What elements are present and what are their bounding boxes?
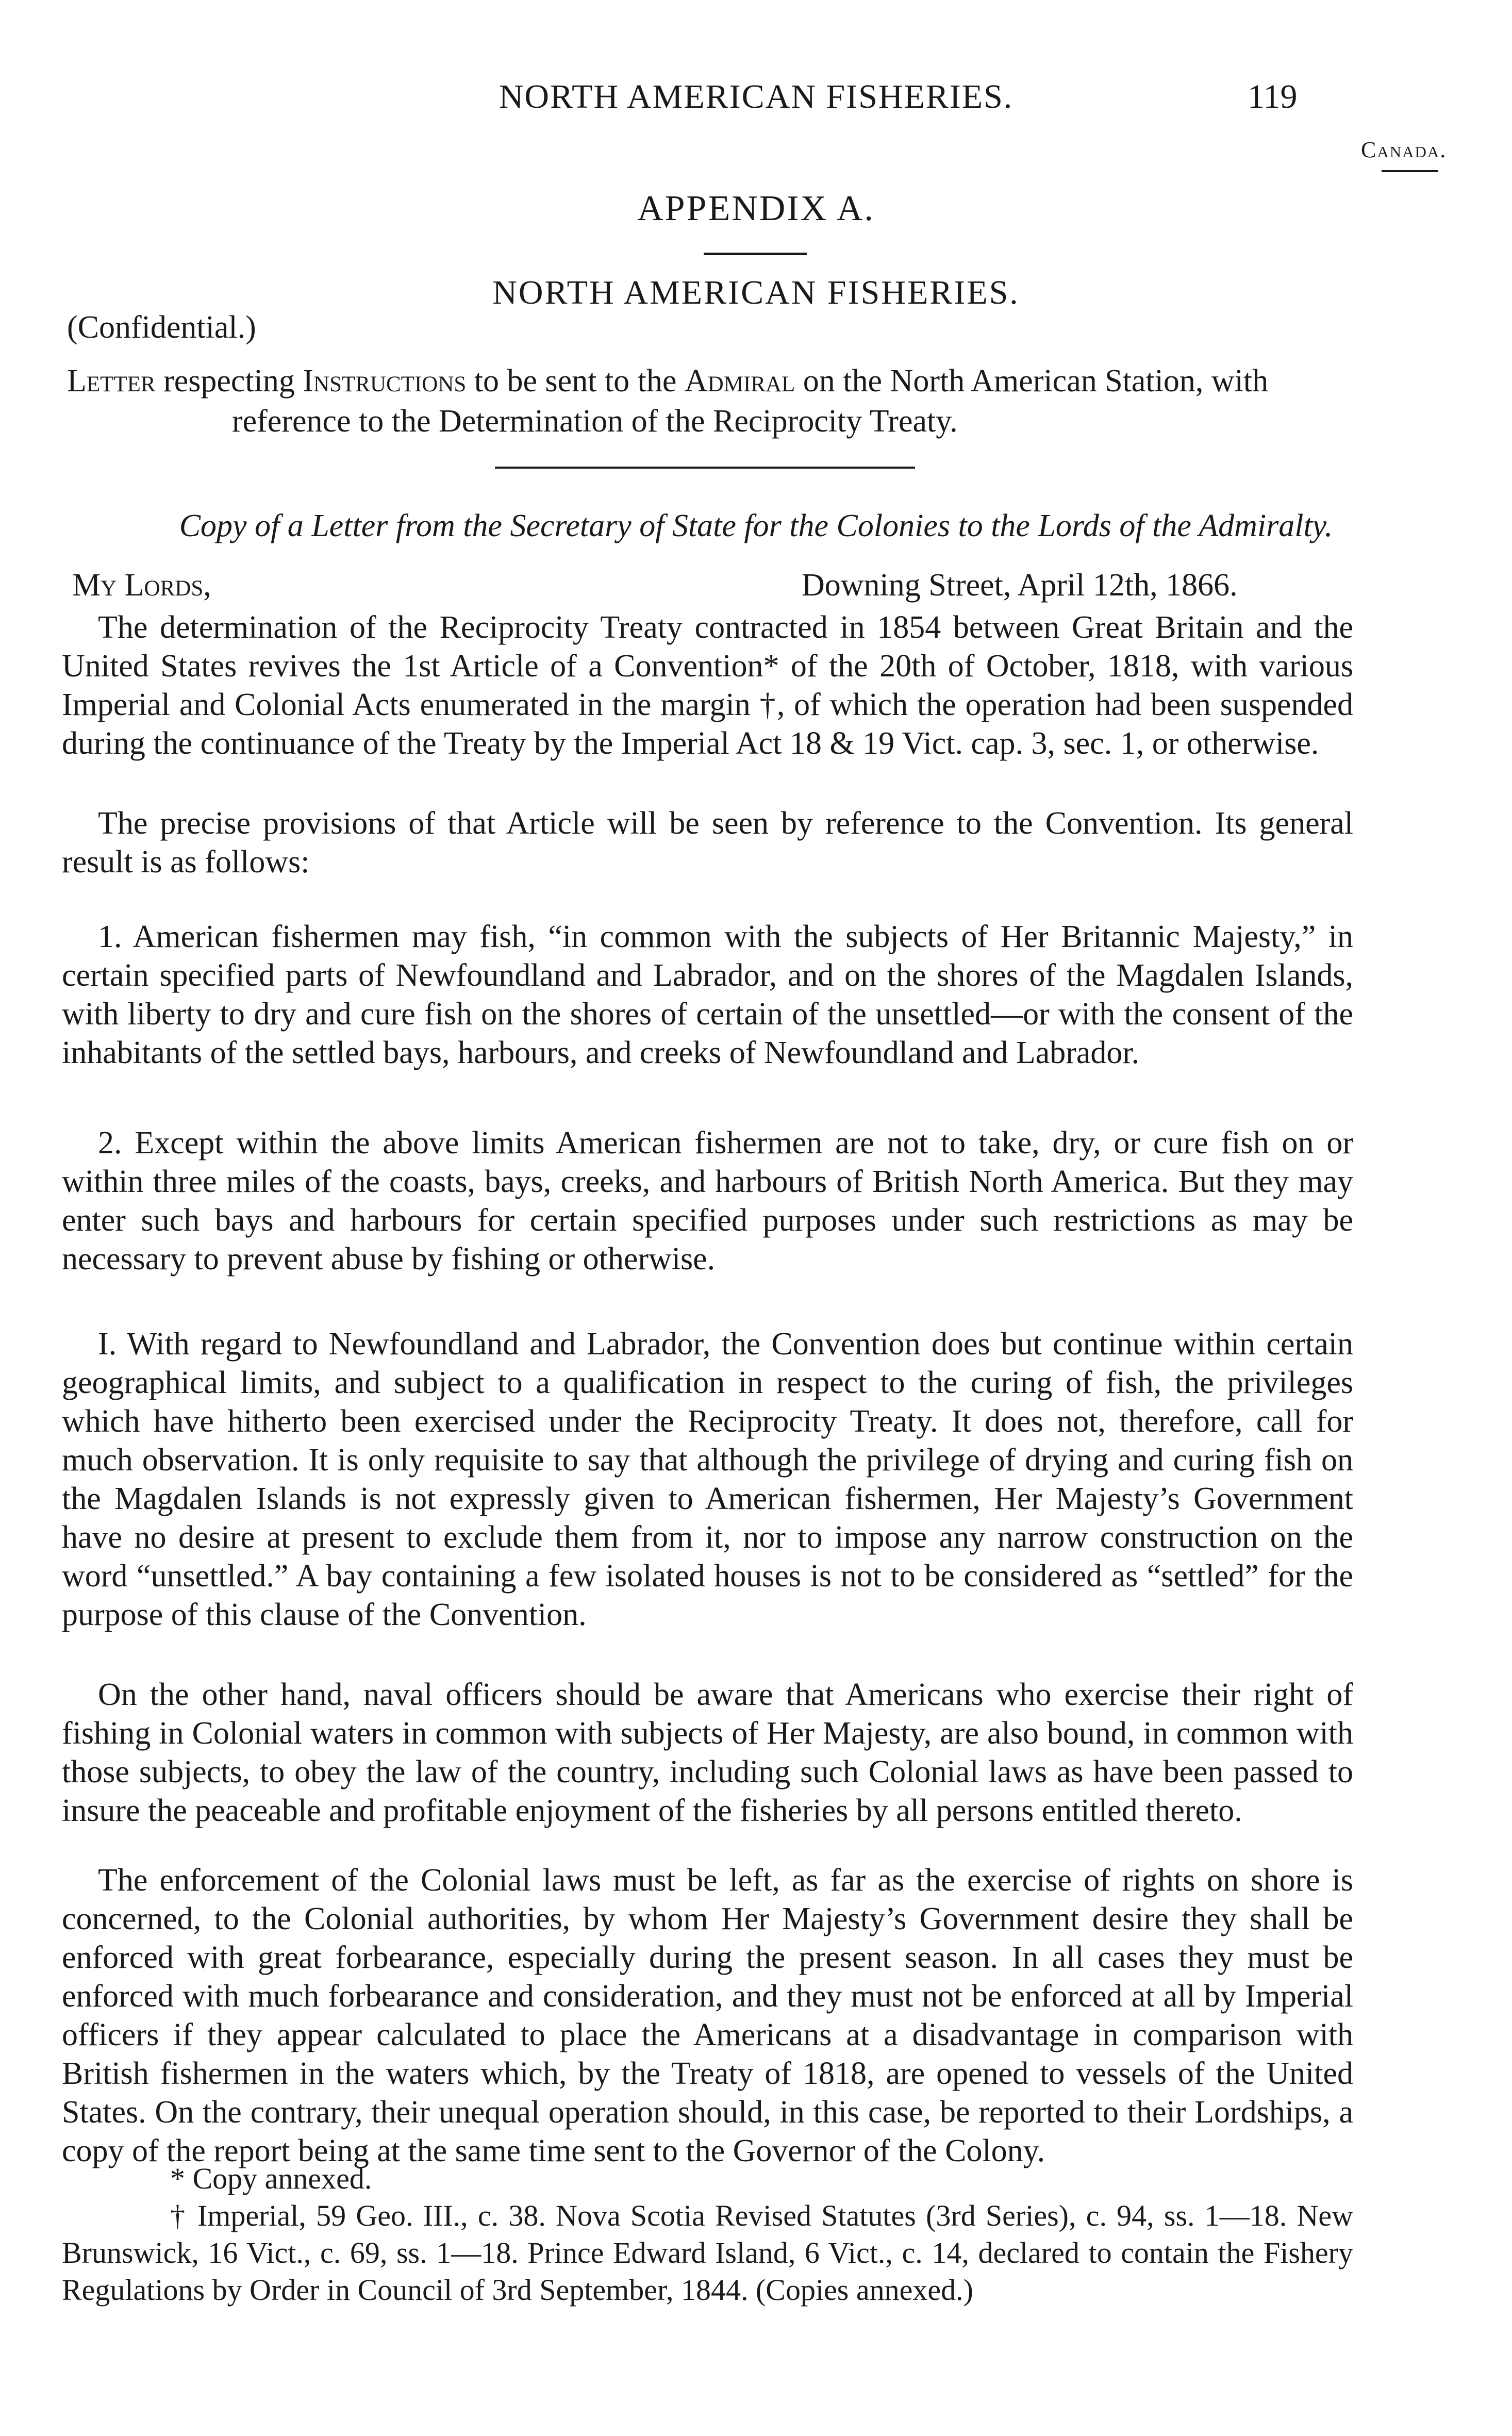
paragraph: The determination of the Reciprocity Treaty contracted in 1854 between Great Britain and the United States revives the 1st Article of a Convention* of the 20th of October, 1818, with various Imperial and Colonial Acts enumerated in the margin †, of which the operation had been suspended during the continuance of the Treaty by the Imperial Act 18 & 19 Vict. cap. 3, sec. 1, or otherwise. [62, 610, 1353, 761]
footnote-dagger: † Imperial, 59 Geo. III., c. 38. Nova Scotia Revised Statutes (3rd Series), c. 94, ss. 1—18. New Brunswick, 16 Vict., c. 69, ss. 1—18. Prince Edward Island, 6 Vict., c. 14, declared to contain the Fishery Regulations by Order in Council of 3rd September, 1844. (Copies annexed.) [62, 2199, 1353, 2307]
letter-title-lead: Letter [67, 363, 156, 399]
paragraph: The precise provisions of that Article will be seen by reference to the Convention. Its general result is as follows: [62, 806, 1353, 880]
page-number: 119 [1248, 78, 1298, 115]
section-divider [495, 467, 915, 469]
letter-title-part: on the North American Station, with reference to the Determination of the Reciprocity Treaty. [232, 363, 1269, 439]
appendix-heading: APPENDIX A. [637, 189, 875, 228]
letter-title-part: respecting [155, 363, 303, 399]
footnotes [62, 2160, 1353, 2309]
copy-heading: Copy of a Letter from the Secretary of State for the Colonies to the Lords of the Admiralty. [179, 508, 1333, 543]
numbered-point: 2. Except within the above limits American fishermen are not to take, dry, or cure fish on or within three miles of the coasts, bays, creeks, and harbours of British North America. But they may enter such bays and harbours for certain specified purposes under such restrictions as may be necessary to prevent abuse by fishing or otherwise. [62, 1125, 1353, 1277]
salutation: My Lords, [72, 568, 211, 603]
letter-title-admiral: Admiral [684, 363, 795, 399]
paragraph: On the other hand, naval officers should be aware that Americans who exercise their right of fishing in Colonial waters in common with subjects of Her Majesty, are also bound, in common with those subjects, to obey the law of the country, including such Colonial laws as have been passed to insure the peaceable and profitable enjoyment of the fisheries by all persons entitled thereto. [62, 1677, 1353, 1828]
place-date: Downing Street, April 12th, 1866. [802, 568, 1238, 603]
letter-title-instructions: Instructions [303, 363, 467, 399]
paragraph: I. With regard to Newfoundland and Labrador, the Convention does but continue within certain geographical limits, and subject to a qualification in respect to the curing of fish, the privileges which have hitherto been exercised under the Reciprocity Treaty. It does not, therefore, call for much observation. It is only requisite to say that although the privilege of drying and curing fish on the Magdalen Islands is not expressly given to American fishermen, Her Majesty’s Government have no desire at present to exclude them from it, nor to impose any narrow construction on the word “unsettled.” A bay containing a few isolated houses is not to be considered as “settled” for the purpose of this clause of the Convention. [62, 1327, 1353, 1632]
running-head: NORTH AMERICAN FISHERIES. [499, 78, 1013, 115]
margin-note-rule [1382, 170, 1438, 172]
classification-label: (Confidential.) [67, 310, 256, 345]
heading-divider [704, 253, 807, 255]
letter-title [67, 361, 1325, 441]
paragraph: The enforcement of the Colonial laws must be left, as far as the exercise of rights on shore is concerned, to the Colonial authorities, by whom Her Majesty’s Government desire they shall be enforced with great forbearance, especially during the present season. In all cases they must be enforced with much forbearance and consideration, and they must not be enforced at all by Imperial officers if they appear calculated to place the Americans at a disadvantage in comparison with British fishermen in the waters which, by the Treaty of 1818, are opened to vessels of the United States. On the contrary, their unequal operation should, in this case, be reported to their Lordships, a copy of the report being at the same time sent to the Governor of the Colony. [62, 1863, 1353, 2168]
numbered-point: 1. American fishermen may fish, “in common with the subjects of Her Britannic Majesty,” in certain specified parts of Newfoundland and Labrador, and on the shores of the Magdalen Islands, with liberty to dry and cure fish on the shores of certain of the unsettled—or with the consent of the inhabitants of the settled bays, harbours, and creeks of Newfoundland and Labrador. [62, 919, 1353, 1070]
margin-note: Canada. [1361, 137, 1447, 162]
appendix-subtitle: NORTH AMERICAN FISHERIES. [492, 274, 1020, 311]
footnote-star: * Copy annexed. [170, 2162, 372, 2195]
letter-title-part: to be sent to the [466, 363, 685, 399]
